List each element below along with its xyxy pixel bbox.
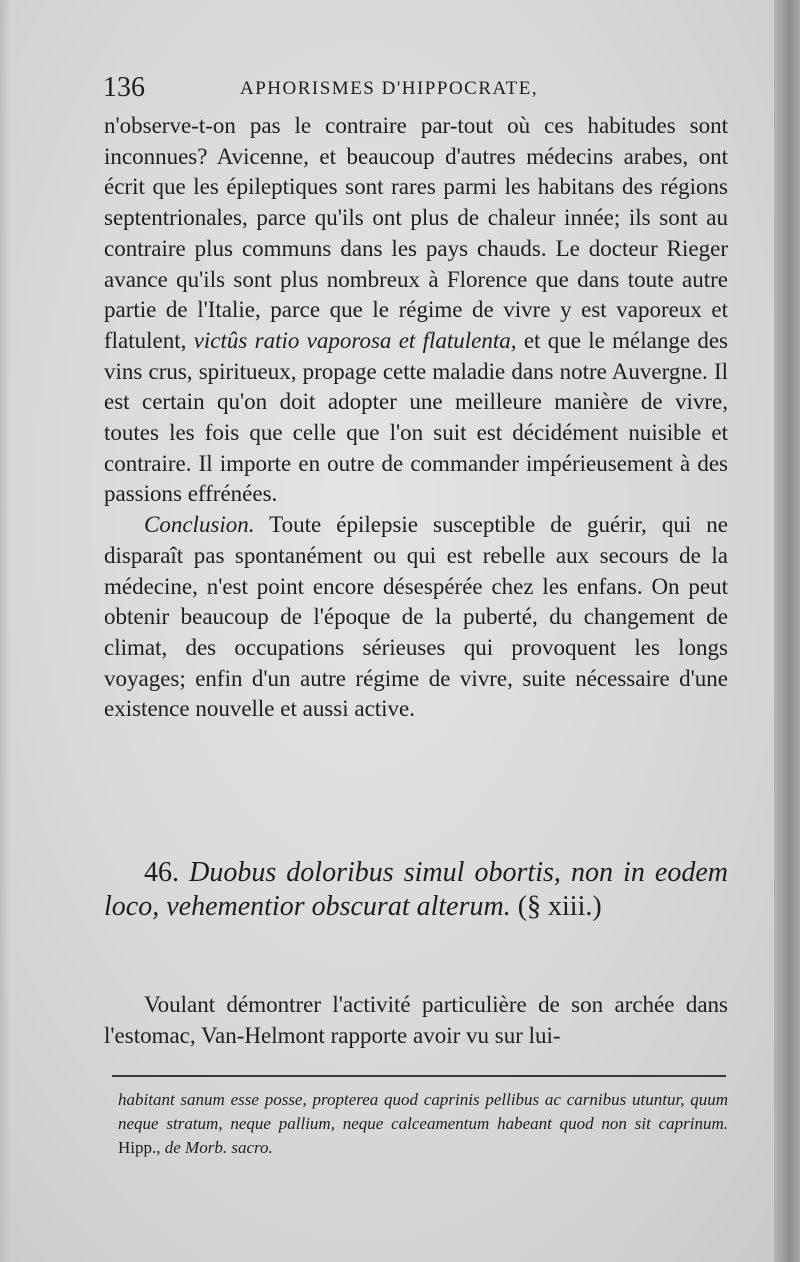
aphorism-text: Duobus doloribus simul obortis, non in eodem loco, vehementior obscurat alterum. — [104, 857, 728, 922]
running-title: APHORISMES D'HIPPOCRATE, — [240, 78, 539, 99]
latin-quote: victûs ratio vaporosa et flatulenta, — [193, 327, 517, 353]
page-gutter-shadow — [774, 0, 800, 1262]
conclusion-paragraph — [104, 510, 728, 725]
commentary-text — [104, 989, 728, 1051]
page-header — [103, 72, 723, 106]
footnote-paragraph — [118, 1088, 728, 1160]
main-text — [104, 111, 728, 725]
aphorism-number: 46. — [144, 857, 179, 888]
footnote-text: habitant sanum esse posse, propterea quod caprinis pellibus ac carnibus utuntur, quum neque stratum, neque pallium, neque calceamentum habeant quod non sit caprinum. — [118, 1090, 728, 1133]
aphorism-paragraph — [104, 856, 728, 924]
aphorism-block — [104, 856, 728, 924]
page-left-shadow — [0, 0, 10, 1262]
paragraph-text-end: et que le mélange des vins crus, spiritueux, propage cette maladie dans notre Auvergne. Il est certain qu'on doit adopter une meilleure manière de vivre, toutes les fois que celle que l'on suit est décidément nuisible et contraire. Il importe en outre de commander impérieusement à des passions effrénées. — [104, 327, 728, 507]
conclusion-label: Conclusion. — [144, 512, 255, 538]
footnote-citation-author: Hipp., — [118, 1138, 161, 1157]
conclusion-text: Toute épilepsie susceptible de guérir, qui ne disparaît pas spontanément ou qui est rebelle aux secours de la médecine, n'est point encore désespérée chez les enfans. On peut obtenir beaucoup de l'époque de la puberté, du changement de climat, des occupations sérieuses qui provoquent les longs voyages; enfin d'un autre régime de vivre, suite nécessaire d'une existence nouvelle et aussi active. — [104, 512, 728, 722]
commentary-paragraph: Voulant démontrer l'activité particulière de son archée dans l'estomac, Van-Helmont rapporte avoir vu sur lui- — [104, 992, 728, 1048]
aphorism-reference: (§ xiii.) — [517, 891, 602, 922]
page-number: 136 — [103, 72, 145, 103]
footnote — [118, 1088, 728, 1160]
paragraph-continuation — [104, 111, 728, 510]
paragraph-text: n'observe-t-on pas le contraire par-tout où ces habitudes sont inconnues? Avicenne, et beaucoup d'autres médecins arabes, ont écrit que les épileptiques sont rares parmi les habitans des régions septentrionales, parce qu'ils ont plus de chaleur innée; ils sont au contraire plus communs dans les pays chauds. Le docteur Rieger avance qu'ils sont plus nombreux à Florence que dans toute autre partie de l'Italie, parce que le régime de vivre y est vaporeux et flatulent, — [104, 113, 728, 353]
footnote-rule — [112, 1075, 726, 1077]
footnote-citation-work: de Morb. sacro. — [164, 1138, 273, 1157]
